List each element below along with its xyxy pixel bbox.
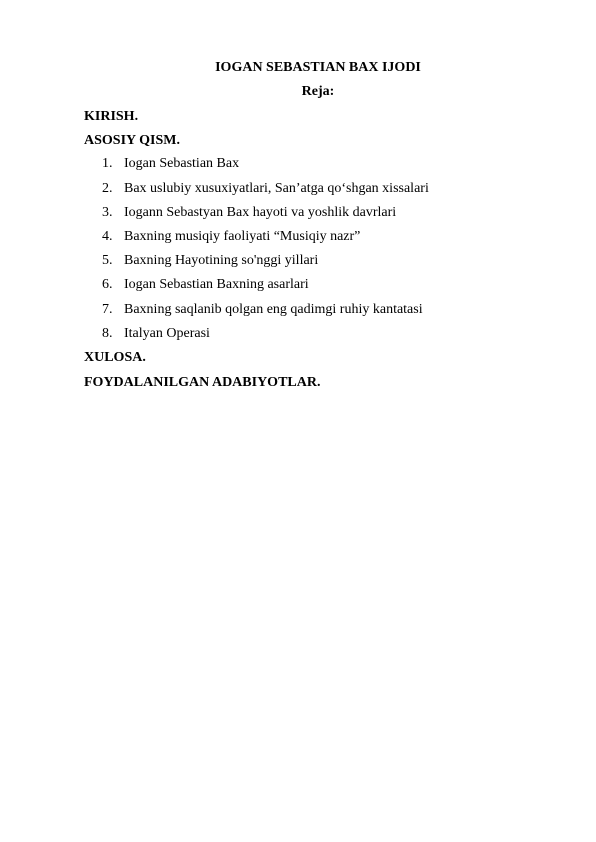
list-item-text: Iogann Sebastyan Bax hayoti va yoshlik davrlari — [124, 205, 397, 220]
list-item-text: Baxning musiqiy faoliyati “Musiqiy nazr” — [124, 229, 361, 244]
list-item-number: 7. — [102, 302, 113, 317]
list-item-text: Italyan Operasi — [124, 326, 210, 341]
list-item-number: 3. — [102, 205, 113, 220]
references-heading: FOYDALANILGAN ADABIYOTLAR. — [84, 375, 321, 390]
list-item-number: 5. — [102, 253, 113, 268]
main-section-heading: ASOSIY QISM. — [84, 133, 180, 148]
document-title: IOGAN SEBASTIAN BAX IJODI — [215, 60, 421, 75]
intro-heading: KIRISH. — [84, 109, 139, 124]
list-item-number: 1. — [102, 156, 113, 171]
plan-heading: Reja: — [301, 84, 335, 99]
list-item-text: Bax uslubiy xusuxiyatlari, San’atga qo‘shgan xissalari — [124, 181, 429, 196]
list-item-text: Iogan Sebastian Baxning asarlari — [124, 277, 309, 292]
list-item-text: Baxning saqlanib qolgan eng qadimgi ruhiy kantatasi — [124, 302, 423, 317]
list-item-text: Baxning Hayotining so'nggi yillari — [124, 253, 319, 268]
list-item-number: 2. — [102, 181, 113, 196]
list-item-number: 8. — [102, 326, 113, 341]
conclusion-heading: XULOSA. — [84, 350, 146, 365]
list-item-number: 6. — [102, 277, 113, 292]
list-item-text: Iogan Sebastian Bax — [124, 156, 240, 171]
list-item-number: 4. — [102, 229, 113, 244]
